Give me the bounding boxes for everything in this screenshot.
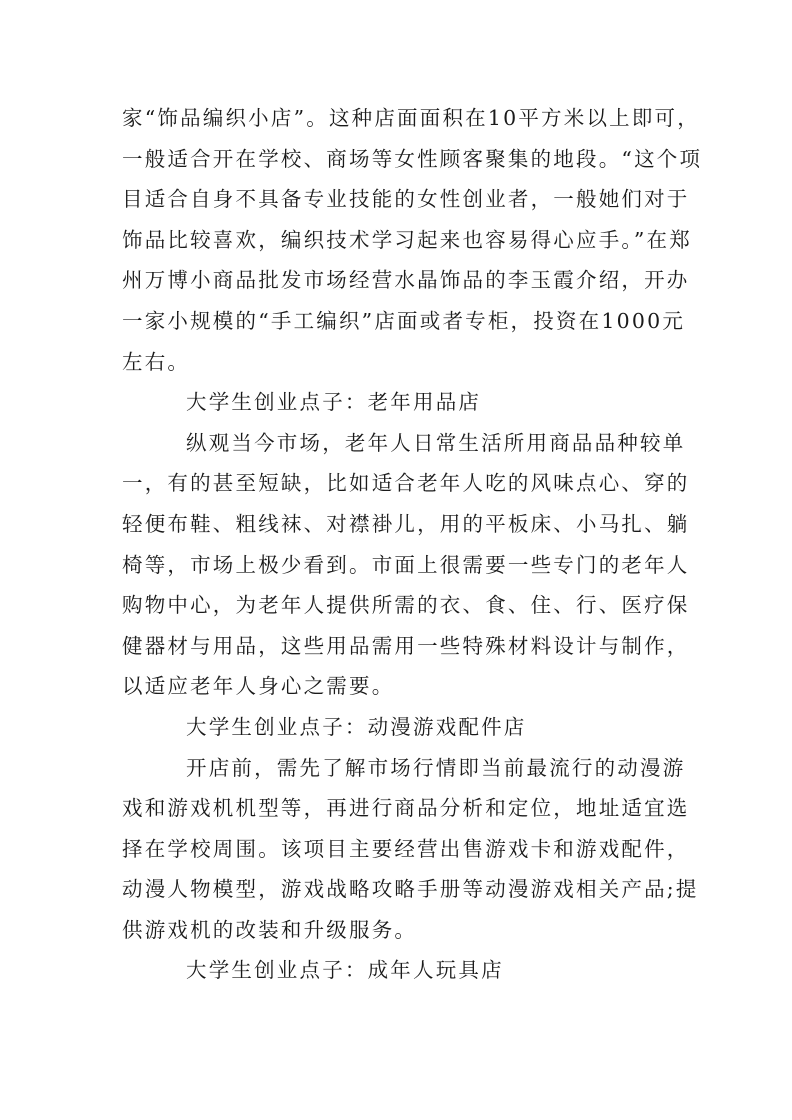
document-page (122, 98, 703, 991)
body-line: 左右。 (122, 349, 191, 374)
body-line: 纵观当今市场，老年人日常生活所用商品品种较单 (186, 430, 686, 455)
body-line: 饰品比较喜欢，编织技术学习起来也容易得心应手。”在郑 (122, 227, 692, 252)
body-line: 州万博小商品批发市场经营水晶饰品的李玉霞介绍，开办 (122, 268, 690, 293)
body-line: 轻便布鞋、粗线袜、对襟褂儿，用的平板床、小马扎、躺 (122, 511, 690, 536)
body-line: 一家小规模的“手工编织”店面或者专柜，投资在1000元 (122, 308, 686, 333)
body-line: 健器材与用品，这些用品需用一些特殊材料设计与制作， (122, 633, 690, 658)
body-line: 一般适合开在学校、商场等女性顾客聚集的地段。“这个项 (122, 146, 703, 171)
body-line: 家“饰品编织小店”。这种店面面积在10平方米以上即可， (122, 106, 700, 130)
section-heading: 大学生创业点子：成年人玩具店 (186, 958, 504, 983)
body-line: 以适应老年人身心之需要。 (122, 674, 395, 699)
body-line: 动漫人物模型，游戏战略攻略手册等动漫游戏相关产品;提 (122, 877, 699, 902)
body-line: 供游戏机的改装和升级服务。 (122, 917, 418, 942)
section-heading: 大学生创业点子：动漫游戏配件店 (186, 714, 527, 739)
body-line: 椅等，市场上极少看到。市面上很需要一些专门的老年人 (122, 552, 690, 577)
body-line: 戏和游戏机机型等，再进行商品分析和定位，地址适宜选 (122, 796, 690, 821)
body-line: 目适合自身不具备专业技能的女性创业者，一般她们对于 (122, 187, 690, 212)
section-heading: 大学生创业点子：老年用品店 (186, 390, 482, 415)
body-line: 一，有的甚至短缺，比如适合老年人吃的风味点心、穿的 (122, 471, 690, 496)
body-line: 购物中心，为老年人提供所需的衣、食、住、行、医疗保 (122, 593, 690, 618)
body-line: 择在学校周围。该项目主要经营出售游戏卡和游戏配件， (122, 836, 690, 861)
body-line: 开店前，需先了解市场行情即当前最流行的动漫游 (186, 755, 686, 780)
